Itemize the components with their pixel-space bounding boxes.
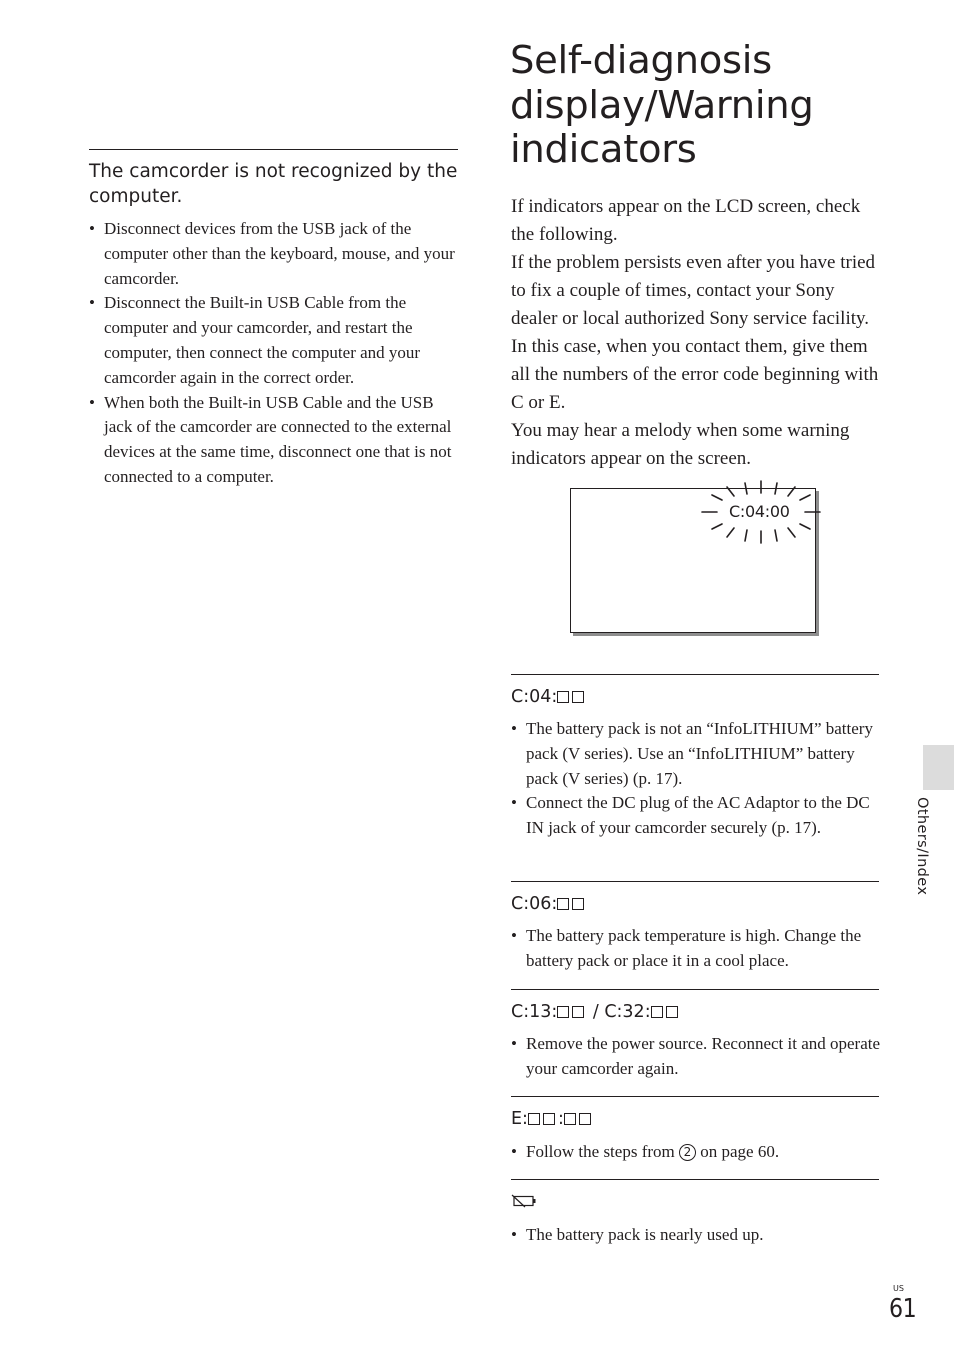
step-2-marker: 2: [679, 1144, 696, 1161]
lcd-error-code: C:04:00: [729, 502, 790, 521]
page-region-code: US: [893, 1284, 904, 1293]
error-code-c13-c32: C:13: / C:32:: [511, 1001, 681, 1023]
page-number: 61: [889, 1294, 917, 1324]
section-bullet-list: [511, 1223, 883, 1248]
error-code-c06: C:06:: [511, 893, 587, 915]
page-title: Self-diagnosis display/Warning indicators: [510, 38, 814, 172]
side-tab-label: Others/Index: [914, 797, 930, 896]
list-item: • Remove the power source. Reconnect it and operate your camcorder again.: [511, 1034, 881, 1078]
low-battery-icon: [511, 1194, 537, 1208]
section-divider: [511, 1179, 879, 1180]
section-bullet-list: [511, 1140, 883, 1165]
section-divider: [511, 881, 879, 882]
intro-paragraph: You may hear a melody when some warning indicators appear on the screen.: [511, 420, 850, 469]
section-bullet-list: [511, 717, 883, 841]
list-item: • When both the Built-in USB Cable and the USB jack of the camcorder are connected to the external devices at the same time, disconnect one that is not connected to a computer.: [89, 392, 452, 486]
error-code-c04: C:04:: [511, 686, 587, 708]
side-tab-marker: [923, 745, 954, 790]
list-item: • The battery pack is nearly used up.: [511, 1225, 764, 1244]
error-code-e: E: :: [511, 1108, 594, 1130]
list-item: • The battery pack temperature is high. Change the battery pack or place it in a cool place.: [511, 926, 862, 970]
list-item: • Follow the steps from 2 on page 60.: [511, 1142, 780, 1161]
section-bullet-list: [511, 924, 883, 974]
list-item: • Disconnect the Built-in USB Cable from the computer and your camcorder, and restart the computer, then connect the computer and your camcorder again in the correct order.: [89, 293, 421, 387]
section-divider: [511, 989, 879, 990]
section-bullet-list: [511, 1032, 883, 1082]
list-item: • Connect the DC plug of the AC Adaptor to the DC IN jack of your camcorder securely (p. 17).: [511, 793, 870, 838]
list-item: • The battery pack is not an “InfoLITHIUM” battery pack (V series). Use an “InfoLITHIUM” battery pack (V series) (p. 17).: [511, 719, 873, 788]
section-divider: [511, 1096, 879, 1097]
intro-paragraph: If the problem persists even after you have tried to fix a couple of times, contact your Sony dealer or local authorized Sony service facility. In this case, when you contact them, give them all the numbers of the error code beginning with C or E.: [511, 252, 879, 413]
list-item: • Disconnect devices from the USB jack of the computer other than the keyboard, mouse, and your camcorder.: [89, 219, 455, 288]
left-heading: The camcorder is not recognized by the computer.: [89, 161, 458, 207]
intro-paragraph: If indicators appear on the LCD screen, check the following.: [511, 196, 861, 245]
section-divider: [511, 674, 879, 675]
